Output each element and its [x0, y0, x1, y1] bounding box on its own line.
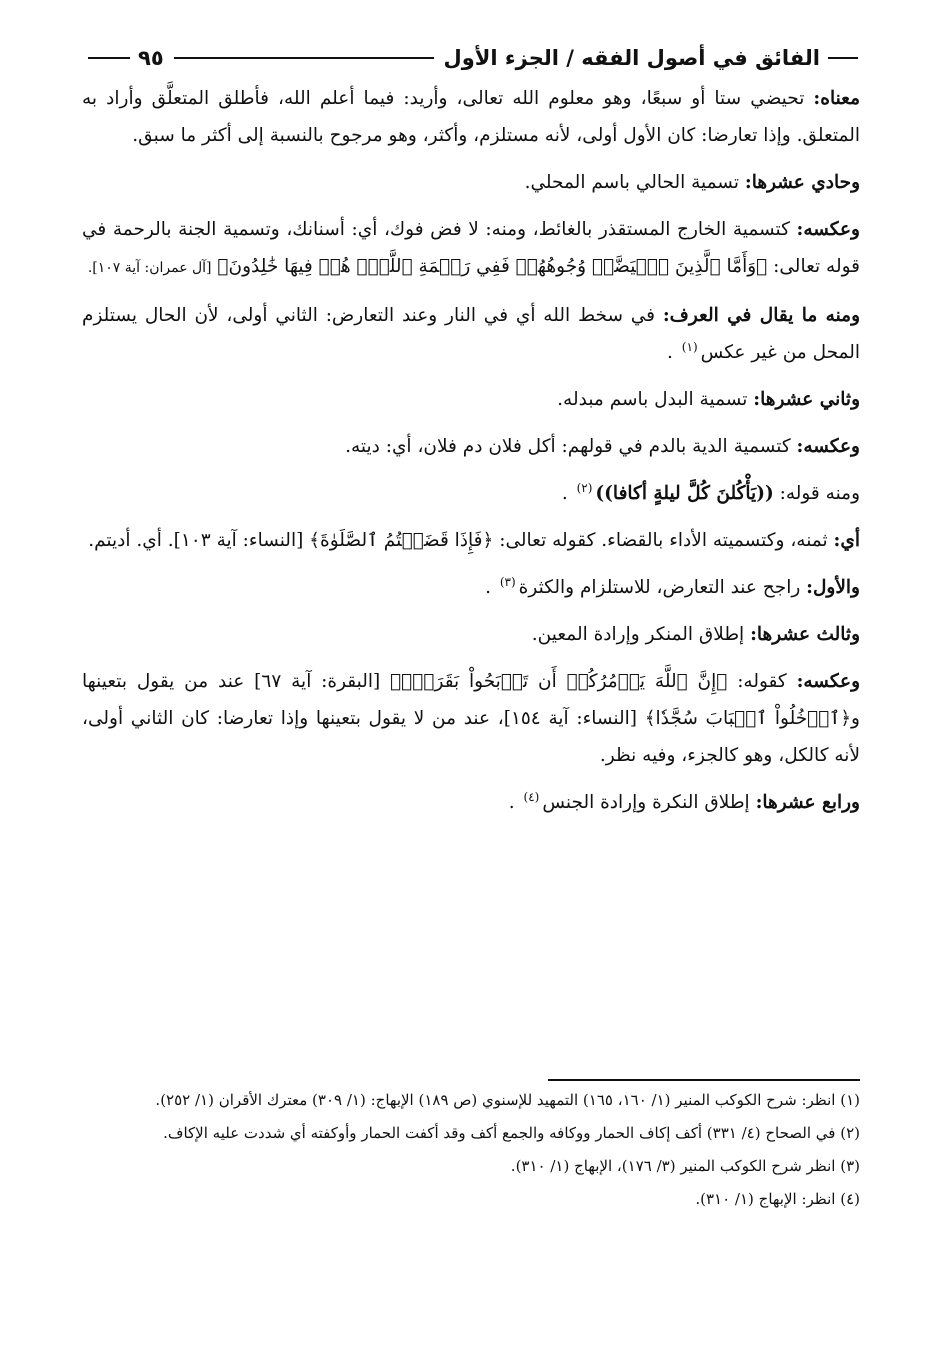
paragraph [82, 428, 860, 465]
footnote: (١) انظر: شرح الكوكب المنير (١/ ١٦٠، ١٦٥) التمهيد للإسنوي (ص ١٨٩) الإبهاج: (١/ ٣٠٩) معترك الأقران (١/ ٢٥٢). [155, 1091, 860, 1109]
paragraph-text: في سخط الله أي في النار وعند التعارض: الثاني أولى، لأن الحال يستلزم المحل من غير عكس [82, 305, 860, 363]
footnote-separator [548, 1079, 860, 1081]
paragraph [82, 211, 860, 287]
paragraph-text: إطلاق النكرة وإرادة الجنس [542, 792, 756, 813]
paragraph [82, 297, 860, 371]
paragraph-lead: والأول: [806, 577, 860, 598]
paragraph-text: ثمنه، وكتسميته الأداء بالقضاء. كقوله تعالى: ﴿فَإِذَا قَضَيۡتُمُ ٱلصَّلَوٰةَ﴾ [النساء: آية ١٠٣]. أي. أديتم. [88, 530, 834, 551]
paragraph-lead: معناه: [813, 88, 860, 109]
header-dash-left [88, 57, 130, 59]
footnote-marker[interactable]: (٢) [576, 480, 593, 495]
paragraph [82, 164, 860, 201]
footnote: (٤) انظر: الإبهاج (١/ ٣١٠). [695, 1190, 860, 1208]
paragraph-text: كتسمية الدية بالدم في قولهم: أكل فلان دم فلان، أي: ديته. [345, 436, 797, 457]
footnotes [92, 1086, 860, 1218]
running-title: الفائق في أصول الفقه / الجزء الأول [443, 46, 820, 70]
paragraph-end: . [667, 342, 679, 363]
paragraph-lead: وعكسه: [796, 436, 860, 457]
page-number: ٩٥ [138, 46, 164, 70]
poem-quote: ((يَأْكُلنَ كُلَّ ليلةٍ أكافا)) [595, 483, 774, 504]
paragraph-text: كتسمية الخارج المستقذر بالغائط، ومنه: لا فض فوك، أي: أسنانك، وتسمية الجنة بالرحمة في قوله تعالى: ﴿وَأَمَّا ٱلَّذِينَ ٱبۡيَضَّتۡ وُجُوهُهُمۡ فَفِي رَحۡمَةِ ٱللَّهِۖ هُمۡ فِيهَا خَٰلِدُونَ﴾ [82, 219, 860, 277]
header-dash-right [828, 57, 858, 59]
footnote: (٢) في الصحاح (٤/ ٣٣١) أكف إكاف الحمار ووكافه والجمع أكف وقد أكفت الحمار وأوكفته أي شددت عليه الإكاف. [163, 1124, 860, 1142]
paragraph-text: إطلاق المنكر وإرادة المعين. [531, 624, 751, 645]
paragraph-lead: ورابع عشرها: [755, 792, 860, 813]
header-rule [174, 57, 434, 59]
paragraph-lead: وثاني عشرها: [753, 389, 860, 410]
paragraph-lead: وعكسه: [796, 219, 860, 240]
paragraph-end: . [508, 792, 521, 813]
footnote-marker[interactable]: (١) [681, 339, 698, 354]
paragraph [82, 475, 860, 512]
footnote-marker[interactable]: (٣) [499, 574, 516, 589]
footnote-marker[interactable]: (٤) [523, 789, 540, 804]
paragraph-text: تسمية البدل باسم مبدله. [557, 389, 754, 410]
paragraph [82, 616, 860, 653]
running-header [88, 38, 858, 78]
paragraph-lead: ومنه ما يقال في العرف: [662, 305, 860, 326]
paragraph [82, 80, 860, 154]
paragraph-lead: أي: [833, 530, 860, 551]
paragraph-text: راجح عند التعارض، للاستلزام والكثرة [518, 577, 807, 598]
footnote: (٣) انظر شرح الكوكب المنير (٣/ ١٧٦)، الإبهاج (١/ ٣١٠). [510, 1157, 860, 1175]
paragraph [82, 663, 860, 774]
paragraph-text: تسمية الحالي باسم المحلي. [524, 172, 745, 193]
paragraph-lead: وثالث عشرها: [750, 624, 860, 645]
paragraph [82, 569, 860, 606]
paragraph-end: . [485, 577, 497, 598]
paragraph-text: تحيضي ستا أو سبعًا، وهو معلوم الله تعالى، وأريد: فيما أعلم الله، فأطلق المتعلَّق وأراد به المتعلق. وإذا تعارضا: كان الأول أولى، لأنه مستلزم، وأكثر، وهو مرجوح بالنسبة إلى أكثر ما سبق. [82, 88, 860, 146]
paragraph [82, 784, 860, 821]
paragraph-text: ومنه قوله: [773, 483, 860, 504]
paragraph [82, 381, 860, 418]
paragraph-lead: وحادي عشرها: [744, 172, 860, 193]
main-text [82, 80, 860, 831]
citation: [آل عمران: آية ١٠٧]. [87, 260, 212, 276]
paragraph-end: . [561, 483, 574, 504]
paragraph-text: كقوله: ﴿إِنَّ ٱللَّهَ يَأۡمُرُكُمۡ أَن تَذۡبَحُواْ بَقَرَةٗۖ﴾ [البقرة: آية ٦٧] عند من يقول بتعينها و﴿ٱدۡخُلُواْ ٱلۡبَابَ سُجَّدٗا﴾ [النساء: آية ١٥٤]، عند من لا يقول بتعينها وإذا تعارضا: كان الثاني أولى، لأنه كالكل، وهو كالجزء، وفيه نظر. [82, 671, 860, 766]
paragraph-lead: وعكسه: [796, 671, 861, 692]
paragraph [82, 522, 860, 559]
